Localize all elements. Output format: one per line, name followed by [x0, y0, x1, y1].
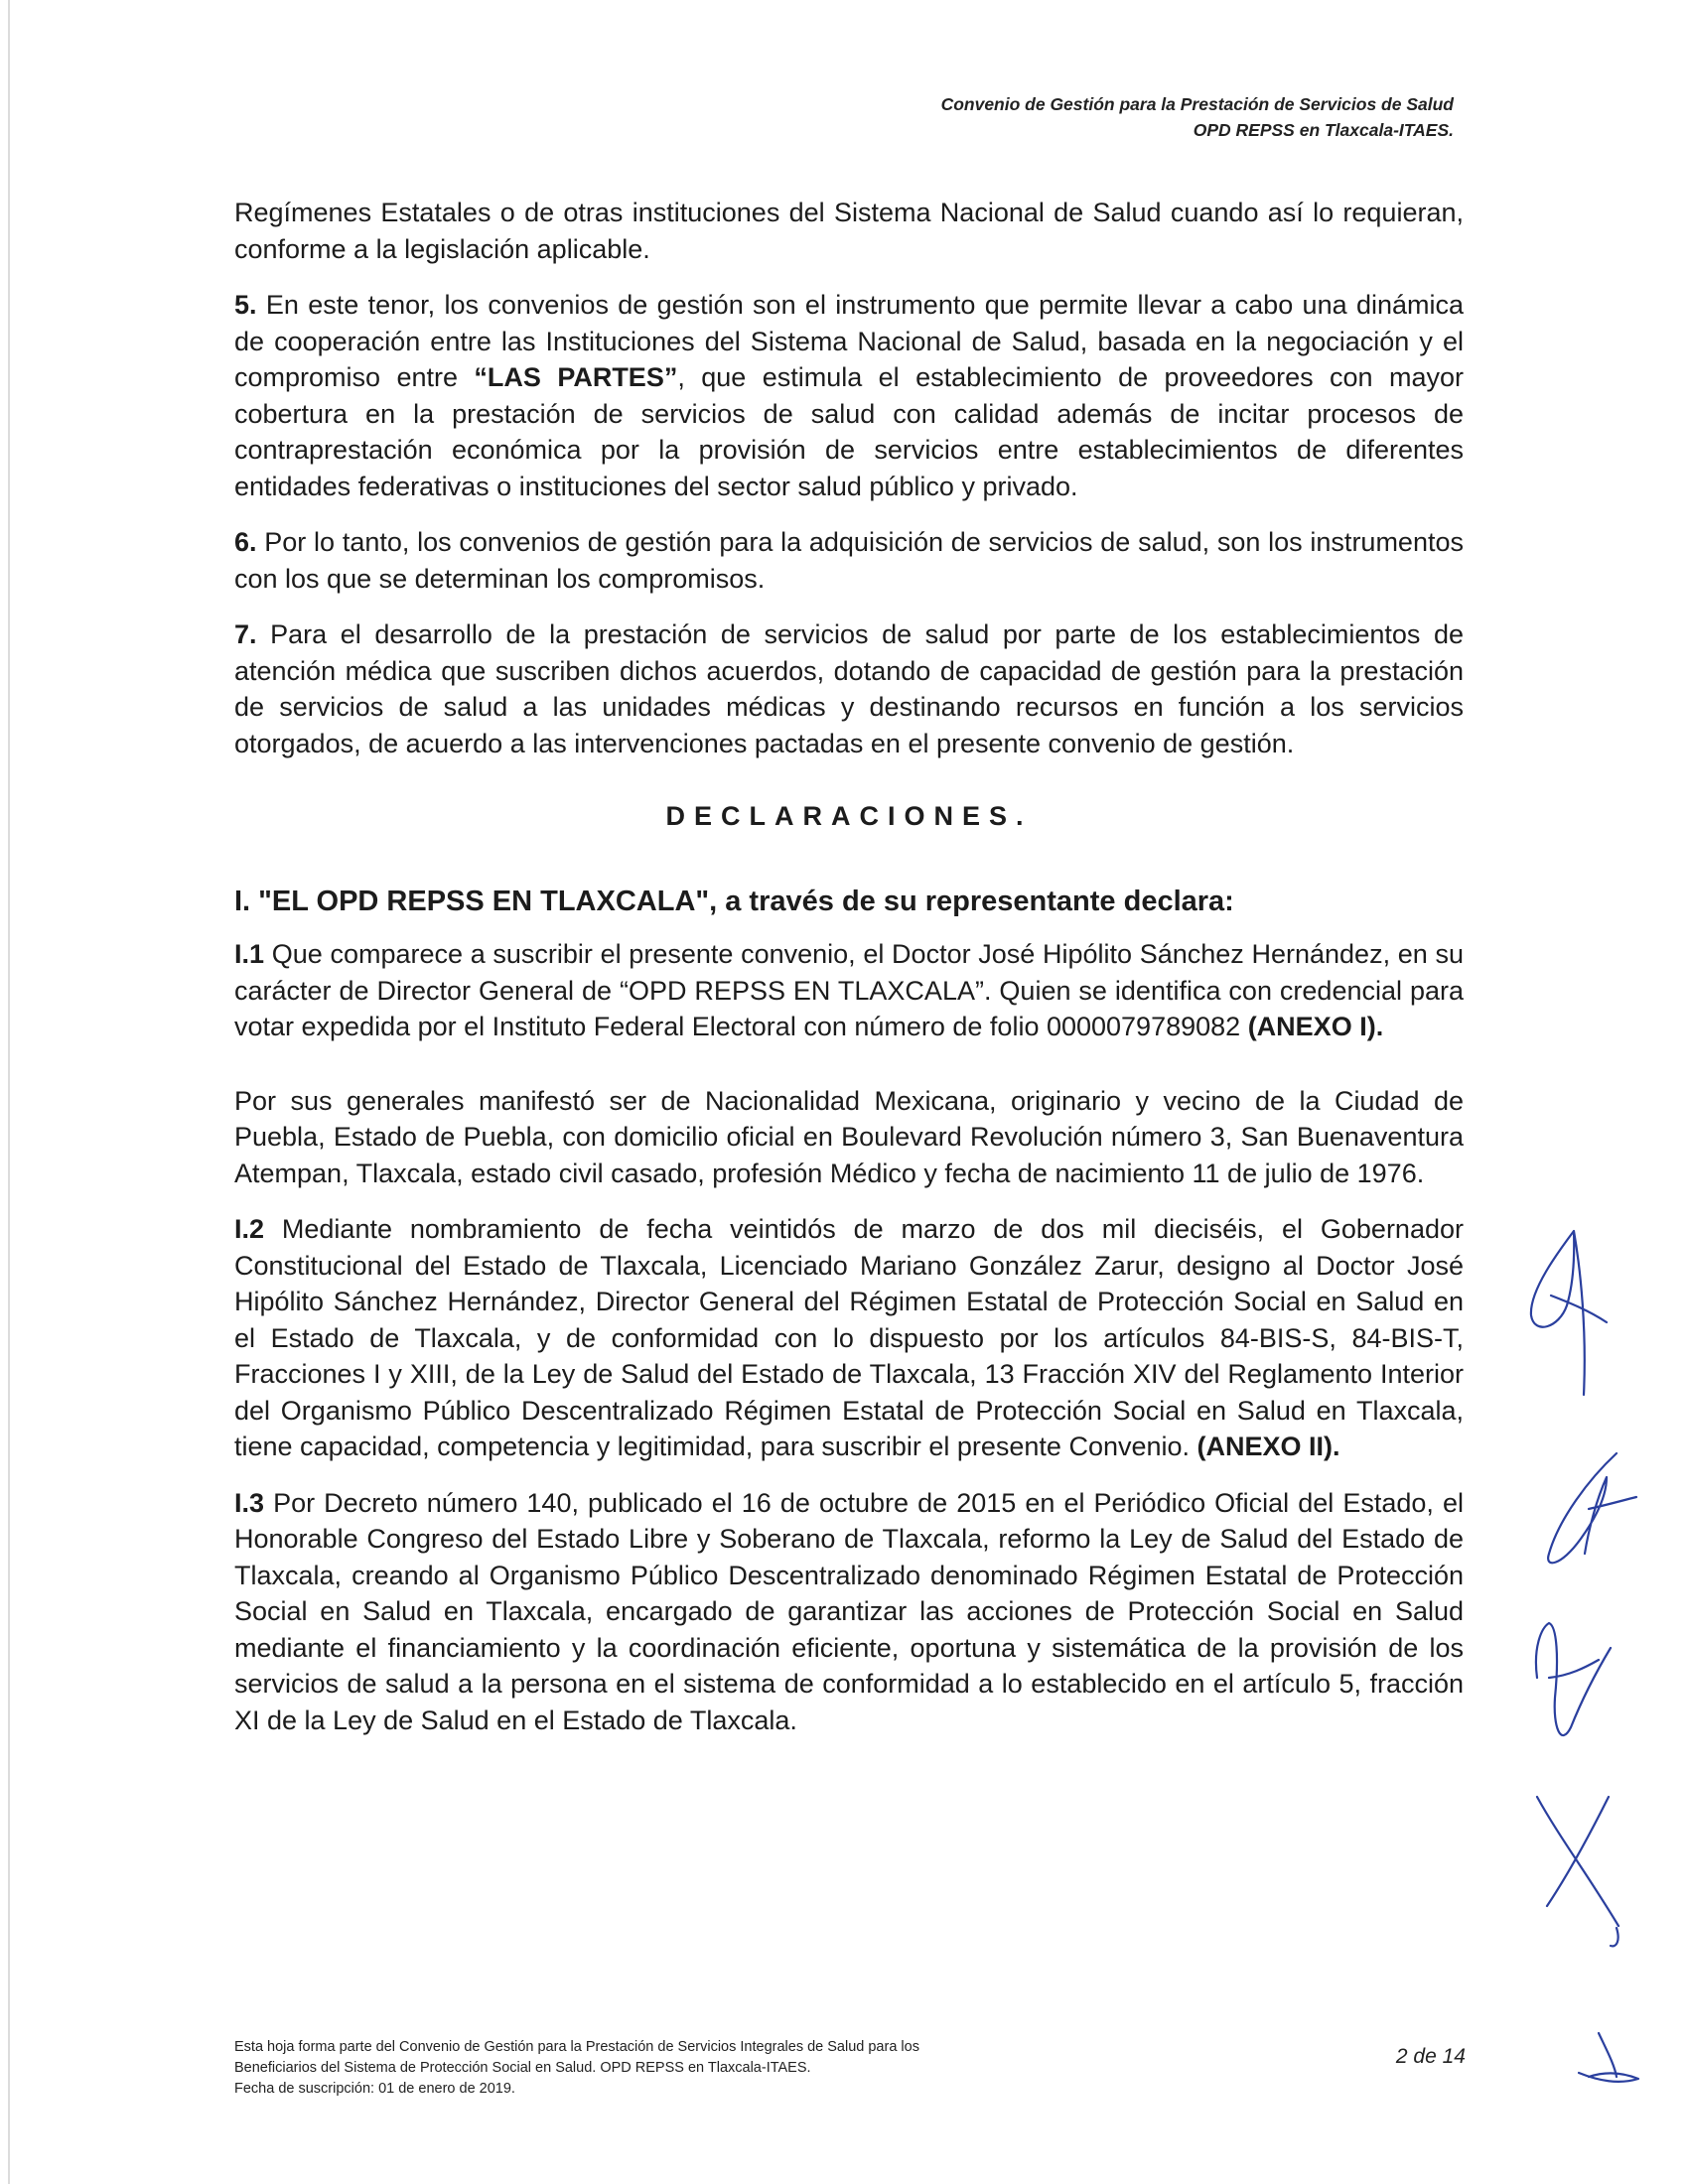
- clause-text: Por Decreto número 140, publicado el 16 de octubre de 2015 en el Periódico Oficial del Estado, el Honorable Congreso del Estado Libre y Soberano de Tlaxcala, reformo la Ley de Salud del Estado de Tlaxcala, creando al Organismo Público Descentralizado denominado Régimen Estatal de Protección Social en Salud en Tlaxcala, encargado de garantizar las acciones de Protección Social en Salud mediante el financiamiento y la coordinación eficiente, oportuna y sistemática de la provisión de los servicios de salud a la persona en el sistema de conformidad a lo establecido en el artículo 5, fracción XI de la Ley de Salud en el Estado de Tlaxcala.: [234, 1487, 1464, 1735]
- clause-number: I.2: [234, 1214, 265, 1244]
- paragraph-text: En este tenor, los convenios de gestión son el instrumento que permite llevar a cabo una dinámica de cooperación entre las Instituciones del Sistema Nacional de Salud, basada en la negociación y el compromiso entre: [234, 290, 1464, 392]
- initial-mark-4: [1537, 1797, 1618, 1946]
- header-subtitle: OPD REPSS en Tlaxcala-ITAES.: [1193, 120, 1454, 140]
- paragraph-continuation: [234, 195, 1464, 267]
- page-edge-line: [8, 0, 10, 2184]
- clause-text: Que comparece a suscribir el presente convenio, el Doctor José Hipólito Sánchez Hernández, en su carácter de Director General de “OPD REPSS EN TLAXCALA”. Quien se identifica con credencial para votar expedida por el Instituto Federal Electoral con número de folio 0000079789082: [234, 939, 1464, 1041]
- paragraph-text: Por lo tanto, los convenios de gestión para la adquisición de servicios de salud, son los instrumentos con los que se determinan los compromisos.: [234, 527, 1464, 594]
- initial-mark-1: [1531, 1231, 1607, 1395]
- declaraciones-heading: DECLARACIONES.: [665, 801, 1033, 831]
- paragraph-text: Por sus generales manifestó ser de Nacionalidad Mexicana, originario y vecino de la Ciudad de Puebla, Estado de Puebla, con domicilio oficial en Boulevard Revolución número 3, San Buenaventura Atempan, Tlaxcala, estado civil casado, profesión Médico y fecha de nacimiento 11 de julio de 1976.: [234, 1085, 1464, 1188]
- section-heading: I. "EL OPD REPSS EN TLAXCALA", a través de su representante declara:: [234, 886, 1234, 917]
- annex-reference: (ANEXO I).: [1247, 1012, 1384, 1041]
- paragraph-number: 5.: [234, 290, 257, 320]
- paragraph-text: Regímenes Estatales o de otras instituciones del Sistema Nacional de Salud cuando así lo requieran, conforme a la legislación aplicable.: [234, 198, 1464, 264]
- document-header: [941, 91, 1454, 143]
- paragraph-5: [234, 287, 1464, 504]
- paragraph-text: , que estimula el establecimiento de proveedores con mayor cobertura en la prestación de servicios de salud con calidad además de incitar procesos de contraprestación económica por la provisión de servicios entre establecimientos de diferentes entidades federativas o instituciones del sector salud público y privado.: [234, 362, 1464, 501]
- header-title: Convenio de Gestión para la Prestación de Servicios de Salud: [940, 94, 1454, 114]
- margin-initials: [1489, 1211, 1668, 2174]
- initial-mark-2: [1548, 1453, 1636, 1563]
- handwritten-initials-icon: [1489, 1211, 1668, 2174]
- footer-line: Beneficiarios del Sistema de Protección Social en Salud. OPD REPSS en Tlaxcala-ITAES.: [234, 2060, 811, 2076]
- clause-i2: [234, 1211, 1464, 1465]
- clause-number: I.1: [234, 939, 265, 969]
- paragraph-text: Para el desarrollo de la prestación de servicios de salud por parte de los establecimientos de atención médica que suscriben dichos acuerdos, dotando de capacidad de gestión para la prestación de servicios de salud a las unidades médicas y destinando recursos en función a los servicios otorgados, de acuerdo a las intervenciones pactadas en el presente convenio de gestión.: [234, 619, 1464, 758]
- paragraph-number: 6.: [234, 527, 257, 557]
- document-footer: [234, 2037, 1049, 2100]
- paragraph-6: [234, 524, 1464, 597]
- initial-mark-5: [1579, 2033, 1638, 2082]
- clause-i1: [234, 936, 1464, 1045]
- paragraph-number: 7.: [234, 619, 257, 649]
- page-number: 2 de 14: [1395, 2045, 1466, 2068]
- las-partes-term: “LAS PARTES”: [474, 362, 678, 392]
- clause-text: Mediante nombramiento de fecha veintidós de marzo de dos mil dieciséis, el Gobernador Constitucional del Estado de Tlaxcala, Licenciado Mariano González Zarur, designo al Doctor José Hipólito Sánchez Hernández, Director General del Régimen Estatal de Protección Social en Salud en el Estado de Tlaxcala, y de conformidad con lo dispuesto por los artículos 84-BIS-S, 84-BIS-T, Fracciones I y XIII, de la Ley de Salud del Estado de Tlaxcala, 13 Fracción XIV del Reglamento Interior del Organismo Público Descentralizado Régimen Estatal de Protección Social en Salud en Tlaxcala, tiene capacidad, competencia y legitimidad, para suscribir el presente Convenio.: [234, 1214, 1464, 1461]
- footer-date: Fecha de suscripción: 01 de enero de 2019.: [234, 2081, 515, 2097]
- clause-number: I.3: [234, 1487, 265, 1518]
- annex-reference: (ANEXO II).: [1196, 1432, 1340, 1461]
- initial-mark-3: [1536, 1623, 1611, 1735]
- generales-paragraph: [234, 1083, 1464, 1192]
- document-body: [234, 195, 1464, 1758]
- clause-i3: [234, 1485, 1464, 1739]
- footer-line: Esta hoja forma parte del Convenio de Gestión para la Prestación de Servicios Integrales de Salud para los: [234, 2039, 919, 2055]
- paragraph-7: [234, 616, 1464, 761]
